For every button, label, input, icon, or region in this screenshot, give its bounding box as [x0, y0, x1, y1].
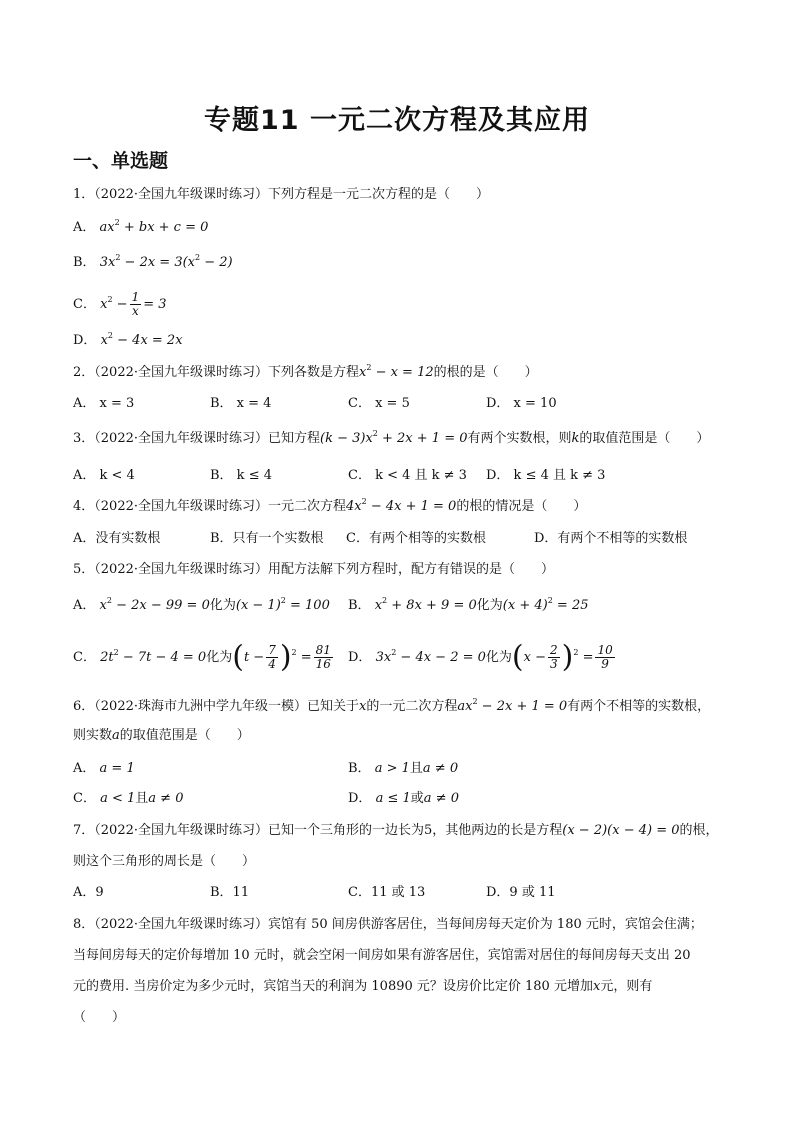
question-7-stem-line2: 则这个三角形的周长是（ ） — [73, 854, 256, 869]
conversion-word: 化为 — [476, 598, 503, 613]
question-5-option-a — [73, 597, 330, 615]
option-label: B． — [348, 598, 371, 613]
formula: $x^2 - 2x - 99 = 0$ — [99, 596, 210, 613]
formula: (x − 2)(x − 4) = 0 — [562, 823, 680, 838]
option-label: A． — [73, 598, 96, 613]
stem-text: 7．（2022·全国九年级课时练习）已知一个三角形的一边长为5，其他两边的长是方程 — [73, 823, 563, 838]
formula: (x − $\frac{2}{3}$ )$^2$ = $\frac{10}{9}$ — [511, 639, 613, 675]
stem-text: 有两个不相等的实数根， — [567, 699, 711, 714]
question-6-stem-line2 — [73, 727, 250, 745]
question-5-option-c — [73, 640, 335, 676]
conjunction: 且 — [409, 761, 423, 776]
question-5-option-b — [348, 597, 588, 615]
stem-text: 的根的是（ ） — [433, 365, 538, 380]
question-6-option-a — [73, 760, 135, 778]
question-4-option-b: B．只有一个实数根 — [210, 531, 324, 546]
question-8-line-2: 当每间房每天的定价每增加 10 元时，就会空闲一间房如果有游客居住，宾馆需对居住的每间房每天支出 20 — [73, 948, 691, 963]
question-4-option-d: D．有两个不相等的实数根 — [534, 531, 688, 546]
page-title: 专题11 一元二次方程及其应用 — [204, 105, 590, 136]
formula: $3x^2 - 4x - 2 = 0$ — [375, 648, 486, 665]
formula: $x^2 - 4x = 2x$ — [100, 331, 183, 348]
option-label: A． — [73, 220, 96, 235]
stem-text: 的一元二次方程 — [366, 699, 458, 714]
conjunction: 且 — [135, 791, 149, 806]
question-2-option-b: B． x = 4 — [210, 396, 272, 411]
formula: a < 1 — [100, 791, 136, 806]
option-label: D． — [348, 650, 372, 665]
question-5-option-d — [348, 640, 617, 676]
formula: $2t^2 - 7t - 4 = 0$ — [100, 648, 207, 665]
formula: $3x^2 - 2x = 3(x^2 - 2)$ — [99, 253, 233, 270]
question-2-option-a: A． x = 3 — [73, 396, 135, 411]
variable: x — [592, 979, 601, 994]
stem-text: 2．（2022·全国九年级课时练习）下列各数是方程 — [73, 365, 359, 380]
formula: $x^2$ − $\frac{1}{x}$ = 3 — [100, 290, 167, 318]
formula: $(k - 3)x^2 + 2x + 1 = 0$ — [320, 429, 468, 446]
stem-text: 3．（2022·全国九年级课时练习）已知方程 — [73, 431, 320, 446]
question-7-option-b: B．11 — [210, 885, 250, 900]
question-7-option-c: C．11 或 13 — [348, 885, 426, 900]
stem-text: 则实数 — [73, 728, 113, 743]
question-7-stem — [73, 822, 719, 840]
option-label: D． — [73, 333, 97, 348]
question-1-option-a — [73, 219, 208, 237]
formula: $(x - 1)^2 = 100$ — [235, 596, 330, 613]
formula: (t − $\frac{7}{4}$ )$^2$ = $\frac{81}{16}$ — [232, 639, 331, 675]
question-2-option-c: C． x = 5 — [348, 396, 410, 411]
stem-text: 的根， — [679, 823, 719, 838]
question-3-option-b: B． k ≤ 4 — [210, 468, 272, 483]
section-heading: 一、单选题 — [73, 150, 169, 172]
formula: a ≠ 0 — [423, 791, 459, 806]
option-label: B． — [73, 255, 96, 270]
question-8-line-1: 8．（2022·全国九年级课时练习）宾馆有 50 间房供游客居住，当每间房每天定价为 180 元时，宾馆会住满； — [73, 917, 703, 932]
formula: $ax^2 - 2x + 1 = 0$ — [457, 697, 568, 714]
variable: a — [112, 728, 120, 743]
question-6-option-c — [73, 790, 183, 808]
question-1-option-d — [73, 332, 183, 350]
stem-text: 6．（2022·珠海市九洲中学九年级一模）已知关于 — [73, 699, 359, 714]
question-8-line-3 — [73, 978, 652, 996]
question-3-stem — [73, 430, 709, 448]
formula: a ≤ 1 — [375, 791, 411, 806]
question-7-option-a: A．9 — [73, 885, 104, 900]
question-1-stem: 1．（2022·全国九年级课时练习）下列方程是一元二次方程的是（ ） — [73, 187, 489, 202]
stem-text: 4．（2022·全国九年级课时练习）一元二次方程 — [73, 499, 346, 514]
question-3-option-d: D． k ≤ 4 且 k ≠ 3 — [486, 468, 606, 483]
question-7-option-d: D．9 或 11 — [486, 885, 556, 900]
stem-text: 有两个实数根，则 — [467, 431, 572, 446]
question-4-option-a: A．没有实数根 — [73, 531, 161, 546]
question-6-option-d — [348, 790, 459, 808]
question-8-line-4: （ ） — [73, 1010, 126, 1025]
formula: $x^2 + 8x + 9 = 0$ — [374, 596, 477, 613]
question-6-option-b — [348, 760, 458, 778]
formula: a = 1 — [99, 761, 135, 776]
question-5-stem: 5．（2022·全国九年级课时练习）用配方法解下列方程时，配方有错误的是（ ） — [73, 562, 554, 577]
option-label: D． — [348, 791, 372, 806]
question-4-option-c: C．有两个相等的实数根 — [346, 531, 486, 546]
variable: x — [359, 699, 367, 714]
question-3-option-c: C． k < 4 且 k ≠ 3 — [348, 468, 467, 483]
conversion-word: 化为 — [206, 650, 233, 665]
question-3-option-a: A． k < 4 — [73, 468, 135, 483]
formula: a ≠ 0 — [148, 791, 184, 806]
option-label: C． — [73, 791, 96, 806]
formula: a ≠ 0 — [422, 761, 459, 776]
stem-text: 的取值范围是（ ） — [579, 431, 710, 446]
conversion-word: 化为 — [485, 650, 512, 665]
formula: $4x^2 - 4x + 1 = 0$ — [346, 497, 457, 514]
question-2-option-d: D． x = 10 — [486, 396, 557, 411]
formula: $ax^2$ + bx + c = 0 — [99, 218, 209, 235]
question-1-option-c — [73, 288, 167, 322]
option-label: A． — [73, 761, 96, 776]
question-1-option-b — [73, 254, 233, 272]
stem-text: 的根的情况是（ ） — [456, 499, 587, 514]
formula: $(x + 4)^2 = 25$ — [502, 596, 589, 613]
question-4-stem — [73, 498, 586, 516]
option-label: C． — [73, 650, 96, 665]
stem-text: 元的费用. 当房价定为多少元时，宾馆当天的利润为 10890 元？设房价比定价 180 元增加 — [73, 979, 593, 994]
conversion-word: 化为 — [209, 598, 236, 613]
question-2-stem — [73, 364, 538, 382]
option-label: C． — [73, 297, 96, 312]
stem-text: 元，则有 — [600, 979, 653, 994]
question-6-stem — [73, 698, 710, 716]
option-label: B． — [348, 761, 371, 776]
stem-text: 的取值范围是（ ） — [119, 728, 250, 743]
variable: k — [571, 431, 580, 446]
formula: $x^2 - x = 12$ — [359, 363, 434, 380]
formula: a > 1 — [374, 761, 410, 776]
conjunction: 或 — [410, 791, 424, 806]
